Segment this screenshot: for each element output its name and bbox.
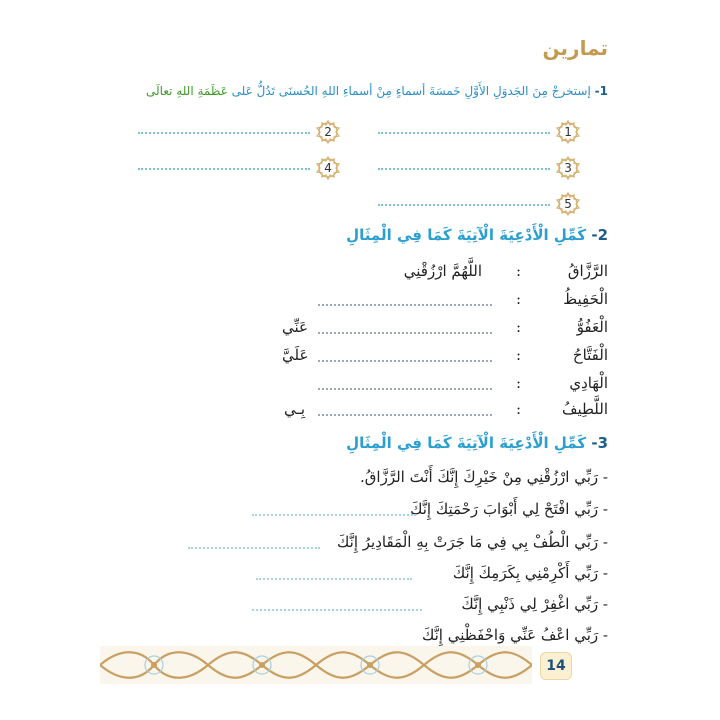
q3-line-3: - رَبِّي الْطُفْ بِي فِي مَا جَرَتْ بِهِ الْمَقَادِيرُ إِنَّكَ [337, 533, 608, 551]
q3-answer-line-4[interactable] [256, 578, 412, 580]
duaa-colon-5: : [516, 374, 522, 392]
question-1-heading [146, 84, 608, 98]
question-2-number: 2- [591, 226, 608, 244]
duaa-name-4: الْفَتَّاحُ [572, 346, 608, 364]
question-1-text: إستخرجْ مِنَ الجَدوَلِ الأَوَّلِ خَمسَةَ أسماءٍ مِنْ أسماءِ اللهِ الحُسنَى تَدُلُّ عَلى [227, 84, 591, 98]
question-3-text: كَمِّلِ الْأَدْعِيَةَ الْآتِيَةَ كَمَا فِي الْمِثَالِ [346, 434, 587, 452]
answer-line-2[interactable] [138, 132, 310, 134]
footer-ornament [100, 646, 532, 684]
question-1-number: 1- [594, 84, 608, 98]
duaa-colon-6: : [516, 400, 522, 418]
duaa-answer-line-2[interactable] [318, 304, 492, 306]
answer-line-5[interactable] [378, 204, 550, 206]
q3-answer-line-2[interactable] [252, 514, 416, 516]
answer-line-1[interactable] [378, 132, 550, 134]
duaa-answer-line-6[interactable] [318, 414, 492, 416]
answer-badge-5: 5 [556, 192, 580, 216]
answer-line-3[interactable] [378, 168, 550, 170]
duaa-example-1: اللَّهُمَّ ارْزُقْنِي [403, 262, 482, 280]
question-2-heading [346, 226, 608, 244]
duaa-colon-4: : [516, 346, 522, 364]
duaa-suffix-3: عَنِّي [282, 318, 308, 336]
answer-badge-1: 1 [556, 120, 580, 144]
duaa-suffix-4: عَلَيَّ [282, 346, 309, 364]
question-3-number: 3- [591, 434, 608, 452]
page-number: 14 [540, 652, 572, 680]
q3-line-1: - رَبِّي ارْزُقْنِي مِنْ خَيْرِكَ إِنَّكَ أَنْتَ الرَّزَّاقُ. [360, 468, 608, 486]
duaa-colon-1: : [516, 262, 522, 280]
answer-badge-2: 2 [316, 120, 340, 144]
q3-answer-line-3[interactable] [188, 547, 320, 549]
question-2-text: كَمِّلِ الْأَدْعِيَةَ الْآتِيَةَ كَمَا فِي الْمِثَالِ [346, 226, 587, 244]
question-1-text-highlight: عَظَمَةِ اللهِ تعالَى [146, 84, 228, 98]
answer-line-4[interactable] [138, 168, 310, 170]
duaa-answer-line-5[interactable] [318, 388, 492, 390]
duaa-name-6: اللَّطِيفُ [561, 400, 608, 418]
duaa-name-3: الْعَفُوُّ [576, 318, 608, 336]
duaa-suffix-6: بِـي [284, 400, 306, 418]
duaa-name-2: الْحَفِيظُ [563, 290, 608, 308]
q3-line-5: - رَبِّي اغْفِرْ لِي ذَنْبِي إِنَّكَ [461, 595, 608, 613]
duaa-answer-line-3[interactable] [318, 332, 492, 334]
q3-line-2: - رَبِّي افْتَحْ لِي أَبْوَابَ رَحْمَتِكَ إِنَّكَ [410, 500, 608, 518]
question-3-heading [346, 434, 608, 452]
duaa-answer-line-4[interactable] [318, 360, 492, 362]
q3-answer-line-5[interactable] [252, 609, 422, 611]
q3-line-4: - رَبِّي أَكْرِمْنِي بِكَرَمِكَ إِنَّكَ [452, 564, 608, 582]
page-title: تمارين [542, 36, 608, 60]
duaa-name-5: الْهَادِي [569, 374, 608, 392]
duaa-name-1: الرَّزَّاقُ [567, 262, 608, 280]
duaa-colon-2: : [516, 290, 522, 308]
answer-badge-3: 3 [556, 156, 580, 180]
answer-badge-4: 4 [316, 156, 340, 180]
q3-line-6: - رَبِّي اعْفُ عَنِّي وَاحْفَظْنِي إِنَّكَ [421, 626, 608, 644]
duaa-colon-3: : [516, 318, 522, 336]
